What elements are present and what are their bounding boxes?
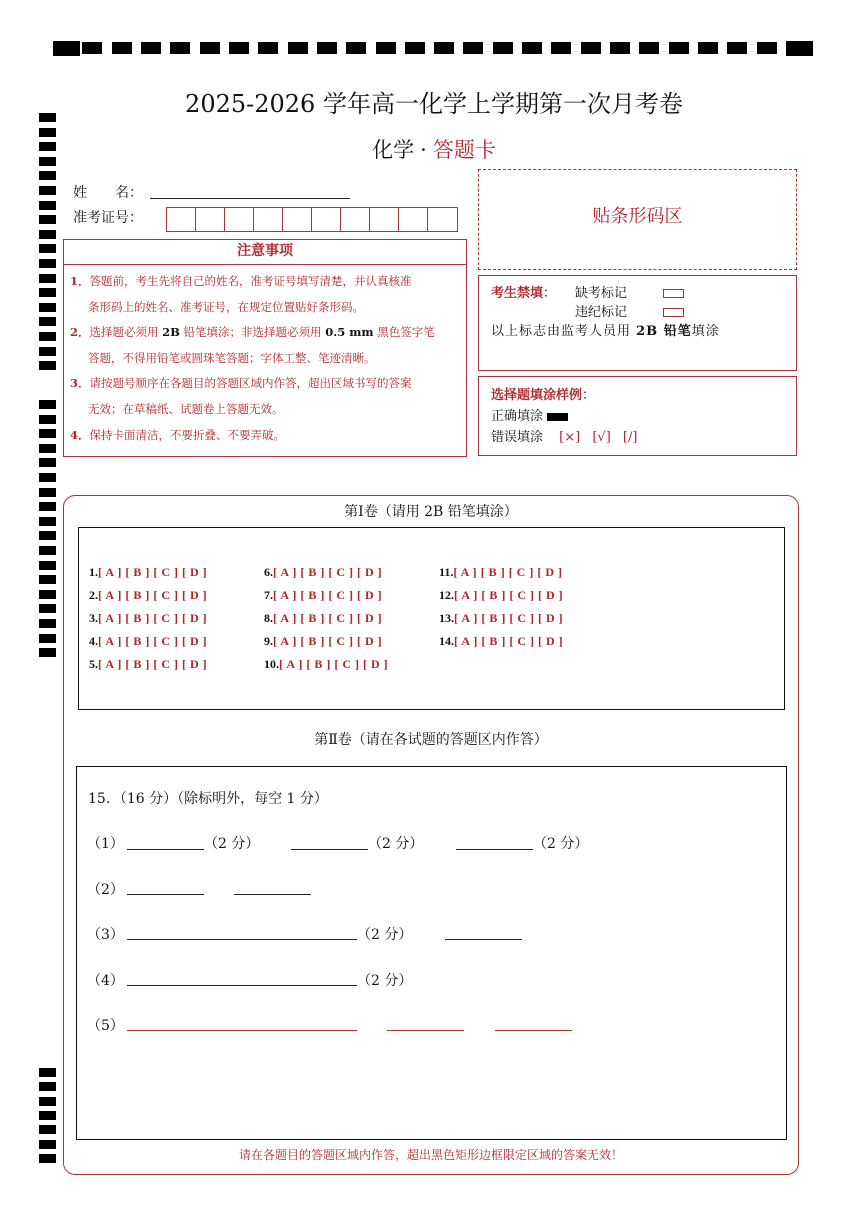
timing-mark bbox=[39, 546, 56, 555]
forbidden-title: 考生禁填 bbox=[491, 286, 544, 301]
choice-question-3 bbox=[89, 611, 207, 626]
q15-5-blank-c[interactable] bbox=[495, 1030, 572, 1031]
timing-mark bbox=[141, 42, 161, 54]
examiner-only-panel: 考生禁填： 缺考标记 违纪标记 以上标志由监考人员用 2B 铅笔填涂 bbox=[478, 275, 797, 371]
q15-part-3-label: （3） bbox=[87, 927, 124, 943]
timing-mark bbox=[39, 400, 56, 409]
timing-mark bbox=[39, 259, 56, 268]
option-d-bubble[interactable]: [ D ] bbox=[357, 588, 383, 602]
option-d-bubble[interactable]: [ D ] bbox=[357, 611, 383, 625]
timing-mark bbox=[39, 502, 56, 511]
timing-mark bbox=[39, 1068, 56, 1077]
option-d-bubble[interactable]: [ D ] bbox=[537, 565, 563, 579]
timing-mark bbox=[727, 42, 747, 54]
question-number: 10. bbox=[264, 657, 279, 671]
timing-mark bbox=[39, 274, 56, 283]
notice-item-2: 2．选择题必须用 2B 铅笔填涂；非选择题必须用 0.5 mm 黑色签字笔 bbox=[70, 325, 435, 340]
option-a-bubble[interactable]: [ A ] bbox=[98, 657, 126, 671]
id-label: 准考证号： bbox=[73, 210, 143, 226]
choice-question-11 bbox=[439, 565, 563, 580]
timing-mark bbox=[39, 1111, 56, 1120]
timing-mark bbox=[610, 42, 630, 54]
id-digit-box[interactable] bbox=[254, 208, 283, 231]
option-b-bubble[interactable]: [ B ] bbox=[300, 634, 329, 648]
note-bold: 2B 铅笔 bbox=[636, 324, 692, 339]
timing-mark bbox=[39, 1154, 56, 1163]
q15-3-blank-b[interactable] bbox=[445, 939, 522, 940]
notice-item-4: 4．保持卡面清洁，不要折叠、不要弄破。 bbox=[70, 427, 286, 442]
option-b-bubble[interactable]: [ B ] bbox=[481, 634, 510, 648]
timing-mark bbox=[39, 288, 56, 297]
timing-mark bbox=[39, 186, 56, 195]
id-digit-box[interactable] bbox=[370, 208, 399, 231]
notice-item-3-cont: 无效；在草稿纸、试题卷上答题无效。 bbox=[88, 401, 284, 416]
option-a-bubble[interactable]: [ A ] bbox=[273, 565, 301, 579]
timing-mark bbox=[39, 619, 56, 628]
timing-mark bbox=[39, 230, 56, 239]
q15-5-blank-a[interactable] bbox=[127, 1030, 357, 1031]
timing-mark bbox=[39, 244, 56, 253]
q15-part-2-label: （2） bbox=[87, 882, 124, 898]
option-d-bubble[interactable]: [ D ] bbox=[538, 611, 564, 625]
separator-dot: · bbox=[420, 138, 427, 162]
timing-mark bbox=[39, 444, 56, 453]
correct-fill-label: 正确填涂 bbox=[491, 409, 544, 424]
option-a-bubble[interactable]: [ A ] bbox=[98, 588, 126, 602]
option-d-bubble[interactable]: [ D ] bbox=[182, 588, 208, 602]
question-number: 9. bbox=[264, 634, 273, 648]
note-text-end: 填涂 bbox=[691, 324, 720, 339]
id-digit-box[interactable] bbox=[428, 208, 457, 231]
q15-1-blank-c[interactable] bbox=[456, 849, 533, 850]
q15-part-1-label: （1） bbox=[87, 836, 124, 852]
timing-mark bbox=[82, 42, 102, 54]
choice-question-2 bbox=[89, 588, 207, 603]
timing-mark bbox=[39, 517, 56, 526]
question-number: 11. bbox=[439, 565, 454, 579]
option-b-bubble[interactable]: [ B ] bbox=[300, 565, 329, 579]
timing-mark bbox=[39, 531, 56, 540]
question-15-box bbox=[76, 766, 787, 1140]
option-d-bubble[interactable]: [ D ] bbox=[357, 634, 383, 648]
timing-mark bbox=[39, 429, 56, 438]
choice-question-13 bbox=[439, 611, 563, 626]
name-label: 姓 名： bbox=[73, 185, 143, 201]
choice-question-4 bbox=[89, 634, 207, 649]
timing-mark bbox=[786, 41, 813, 56]
option-b-bubble[interactable]: [ B ] bbox=[125, 565, 154, 579]
id-number-boxes bbox=[166, 207, 458, 232]
timing-mark bbox=[39, 317, 56, 326]
question-number: 7. bbox=[264, 588, 273, 602]
option-a-bubble[interactable]: [ A ] bbox=[453, 565, 481, 579]
timing-mark bbox=[463, 42, 483, 54]
question-number: 5. bbox=[89, 657, 98, 671]
timing-mark bbox=[39, 415, 56, 424]
option-b-bubble[interactable]: [ B ] bbox=[306, 657, 335, 671]
option-a-bubble[interactable]: [ A ] bbox=[279, 657, 307, 671]
timing-mark bbox=[346, 42, 366, 54]
option-a-bubble[interactable]: [ A ] bbox=[98, 634, 126, 648]
fill-sample-title: 选择题填涂样例 bbox=[491, 388, 583, 403]
timing-mark bbox=[39, 458, 56, 467]
option-b-bubble[interactable]: [ B ] bbox=[125, 657, 154, 671]
timing-mark bbox=[229, 42, 249, 54]
id-digit-box[interactable] bbox=[312, 208, 341, 231]
note-text: 以上标志由监考人员用 bbox=[491, 324, 637, 339]
question-number: 3. bbox=[89, 611, 98, 625]
option-b-bubble[interactable]: [ B ] bbox=[125, 611, 154, 625]
q15-1-blank-a[interactable] bbox=[127, 849, 204, 850]
question-number: 1. bbox=[89, 565, 98, 579]
notice-item-3: 3．请按题号顺序在各题目的答题区域内作答，超出区域书写的答案 bbox=[70, 376, 412, 391]
option-c-bubble[interactable]: [ C ] bbox=[508, 565, 538, 579]
timing-mark bbox=[434, 42, 454, 54]
absent-mark-label: 缺考标记 bbox=[575, 286, 628, 301]
question-number: 12. bbox=[439, 588, 454, 602]
timing-mark bbox=[551, 42, 571, 54]
score-label: （2 分） bbox=[368, 836, 424, 852]
timing-mark bbox=[39, 201, 56, 210]
option-c-bubble[interactable]: [ C ] bbox=[328, 588, 358, 602]
question-number: 4. bbox=[89, 634, 98, 648]
wrong-mark-slash-icon: [/] bbox=[622, 430, 638, 445]
score-label: （2 分） bbox=[204, 836, 260, 852]
timing-mark bbox=[288, 42, 308, 54]
id-digit-box[interactable] bbox=[399, 208, 428, 231]
id-digit-box[interactable] bbox=[167, 208, 196, 231]
choice-question-1 bbox=[89, 565, 207, 580]
footer-warning: 请在各题目的答题区域内作答，超出黑色矩形边框限定区域的答案无效！ bbox=[238, 1148, 623, 1162]
id-digit-box[interactable] bbox=[225, 208, 254, 231]
option-b-bubble[interactable]: [ B ] bbox=[300, 588, 329, 602]
timing-mark bbox=[39, 604, 56, 613]
timing-mark bbox=[39, 171, 56, 180]
violation-mark-label: 违纪标记 bbox=[575, 305, 628, 320]
option-d-bubble[interactable]: [ D ] bbox=[538, 634, 564, 648]
choice-question-12 bbox=[439, 588, 563, 603]
option-b-bubble[interactable]: [ B ] bbox=[481, 588, 510, 602]
timing-mark bbox=[376, 42, 396, 54]
q15-2-blank-a[interactable] bbox=[127, 894, 204, 895]
timing-mark bbox=[39, 648, 56, 657]
timing-mark bbox=[39, 488, 56, 497]
choice-question-10 bbox=[264, 657, 388, 672]
timing-mark bbox=[112, 42, 132, 54]
timing-mark bbox=[669, 42, 689, 54]
question-number: 14. bbox=[439, 634, 454, 648]
option-d-bubble[interactable]: [ D ] bbox=[363, 657, 389, 671]
question-number: 2. bbox=[89, 588, 98, 602]
notice-item-1-cont: 条形码上的姓名、准考证号，在规定位置贴好条形码。 bbox=[88, 299, 364, 314]
option-b-bubble[interactable]: [ B ] bbox=[481, 611, 510, 625]
option-d-bubble[interactable]: [ D ] bbox=[538, 588, 564, 602]
timing-mark bbox=[493, 42, 513, 54]
timing-mark bbox=[39, 215, 56, 224]
option-a-bubble[interactable]: [ A ] bbox=[98, 611, 126, 625]
q15-1-blank-b[interactable] bbox=[291, 849, 368, 850]
option-a-bubble[interactable]: [ A ] bbox=[454, 588, 482, 602]
timing-mark bbox=[39, 332, 56, 341]
option-d-bubble[interactable]: [ D ] bbox=[182, 565, 208, 579]
timing-mark bbox=[39, 303, 56, 312]
timing-mark bbox=[39, 361, 56, 370]
option-a-bubble[interactable]: [ A ] bbox=[273, 611, 301, 625]
option-b-bubble[interactable]: [ B ] bbox=[480, 565, 509, 579]
choice-question-6 bbox=[264, 565, 382, 580]
score-label: （2 分） bbox=[357, 927, 413, 943]
option-c-bubble[interactable]: [ C ] bbox=[509, 611, 539, 625]
option-a-bubble[interactable]: [ A ] bbox=[273, 634, 301, 648]
timing-mark bbox=[39, 473, 56, 482]
violation-mark-box[interactable] bbox=[663, 308, 684, 317]
timing-mark bbox=[757, 42, 777, 54]
option-c-bubble[interactable]: [ C ] bbox=[153, 657, 183, 671]
notice-item-1: 1．答题前，考生先将自己的姓名，准考证号填写清楚，并认真核准 bbox=[70, 274, 412, 288]
q15-part-4-label: （4） bbox=[87, 973, 124, 989]
notice-item-2-cont: 答题，不得用铅笔或圆珠笔答题；字体工整、笔迹清晰。 bbox=[88, 350, 376, 365]
option-a-bubble[interactable]: [ A ] bbox=[98, 565, 126, 579]
id-digit-box[interactable] bbox=[341, 208, 370, 231]
option-c-bubble[interactable]: [ C ] bbox=[153, 634, 183, 648]
q15-4-blank[interactable] bbox=[127, 985, 357, 986]
score-label: （2 分） bbox=[533, 836, 589, 852]
question-number: 13. bbox=[439, 611, 454, 625]
name-field[interactable] bbox=[150, 198, 350, 199]
timing-mark bbox=[258, 42, 278, 54]
absent-mark-box[interactable] bbox=[663, 289, 684, 298]
option-c-bubble[interactable]: [ C ] bbox=[153, 611, 183, 625]
option-b-bubble[interactable]: [ B ] bbox=[125, 634, 154, 648]
option-d-bubble[interactable]: [ D ] bbox=[182, 634, 208, 648]
fill-sample-panel: 选择题填涂样例： 正确填涂 错误填涂 [×] [√] [/] bbox=[478, 376, 797, 456]
option-c-bubble[interactable]: [ C ] bbox=[334, 657, 364, 671]
option-c-bubble[interactable]: [ C ] bbox=[153, 588, 183, 602]
card-subtitle bbox=[0, 134, 868, 164]
q15-2-blank-b[interactable] bbox=[234, 894, 311, 895]
barcode-area: 贴条形码区 bbox=[478, 169, 797, 270]
option-a-bubble[interactable]: [ A ] bbox=[273, 588, 301, 602]
timing-mark bbox=[405, 42, 425, 54]
option-c-bubble[interactable]: [ C ] bbox=[509, 588, 539, 602]
timing-mark bbox=[39, 347, 56, 356]
question-number: 6. bbox=[264, 565, 273, 579]
option-d-bubble[interactable]: [ D ] bbox=[182, 657, 208, 671]
notice-list bbox=[63, 264, 467, 457]
option-a-bubble[interactable]: [ A ] bbox=[454, 611, 482, 625]
timing-mark bbox=[317, 42, 337, 54]
timing-mark bbox=[200, 42, 220, 54]
wrong-fill-label: 错误填涂 bbox=[491, 430, 544, 445]
timing-mark bbox=[698, 42, 718, 54]
subject-label: 化学 bbox=[372, 138, 415, 162]
timing-mark bbox=[39, 1125, 56, 1134]
exam-title: 2025-2026 学年高一化学上学期第一次月考卷 bbox=[185, 90, 683, 118]
option-d-bubble[interactable]: [ D ] bbox=[182, 611, 208, 625]
q15-header: 15．（16 分）（除标明外，每空 1 分） bbox=[88, 791, 328, 807]
notice-title: 注意事项 bbox=[63, 239, 467, 265]
option-c-bubble[interactable]: [ C ] bbox=[509, 634, 539, 648]
choice-question-5 bbox=[89, 657, 207, 672]
q15-5-blank-b[interactable] bbox=[387, 1030, 464, 1031]
q15-part-5-label: （5） bbox=[87, 1018, 124, 1034]
score-label: （2 分） bbox=[357, 973, 413, 989]
wrong-mark-check-icon: [√] bbox=[592, 430, 611, 445]
timing-mark bbox=[39, 590, 56, 599]
option-b-bubble[interactable]: [ B ] bbox=[300, 611, 329, 625]
wrong-mark-cross-icon: [×] bbox=[559, 430, 581, 445]
timing-mark bbox=[39, 1097, 56, 1106]
timing-mark bbox=[522, 42, 542, 54]
question-number: 8. bbox=[264, 611, 273, 625]
timing-mark bbox=[170, 42, 190, 54]
timing-mark bbox=[39, 1082, 56, 1091]
option-c-bubble[interactable]: [ C ] bbox=[153, 565, 183, 579]
option-a-bubble[interactable]: [ A ] bbox=[454, 634, 482, 648]
section-1-title: 第Ⅰ卷（请用 2B 铅笔填涂） bbox=[344, 504, 518, 520]
choice-question-8 bbox=[264, 611, 382, 626]
option-c-bubble[interactable]: [ C ] bbox=[328, 634, 358, 648]
id-digit-box[interactable] bbox=[283, 208, 312, 231]
section-2-title: 第Ⅱ卷（请在各试题的答题区内作答） bbox=[314, 732, 548, 748]
timing-mark bbox=[39, 561, 56, 570]
option-c-bubble[interactable]: [ C ] bbox=[328, 565, 358, 579]
filled-block-icon bbox=[547, 413, 568, 421]
q15-3-blank-a[interactable] bbox=[127, 939, 357, 940]
timing-mark bbox=[581, 42, 601, 54]
choice-question-14 bbox=[439, 634, 563, 649]
timing-mark bbox=[39, 575, 56, 584]
timing-mark bbox=[39, 1140, 56, 1149]
choice-question-7 bbox=[264, 588, 382, 603]
option-b-bubble[interactable]: [ B ] bbox=[125, 588, 154, 602]
multiple-choice-box bbox=[78, 527, 785, 710]
id-digit-box[interactable] bbox=[196, 208, 225, 231]
option-c-bubble[interactable]: [ C ] bbox=[328, 611, 358, 625]
choice-question-9 bbox=[264, 634, 382, 649]
card-name-label: 答题卡 bbox=[432, 138, 496, 162]
timing-mark bbox=[53, 41, 80, 56]
timing-mark bbox=[639, 42, 659, 54]
option-d-bubble[interactable]: [ D ] bbox=[357, 565, 383, 579]
timing-mark bbox=[39, 634, 56, 643]
